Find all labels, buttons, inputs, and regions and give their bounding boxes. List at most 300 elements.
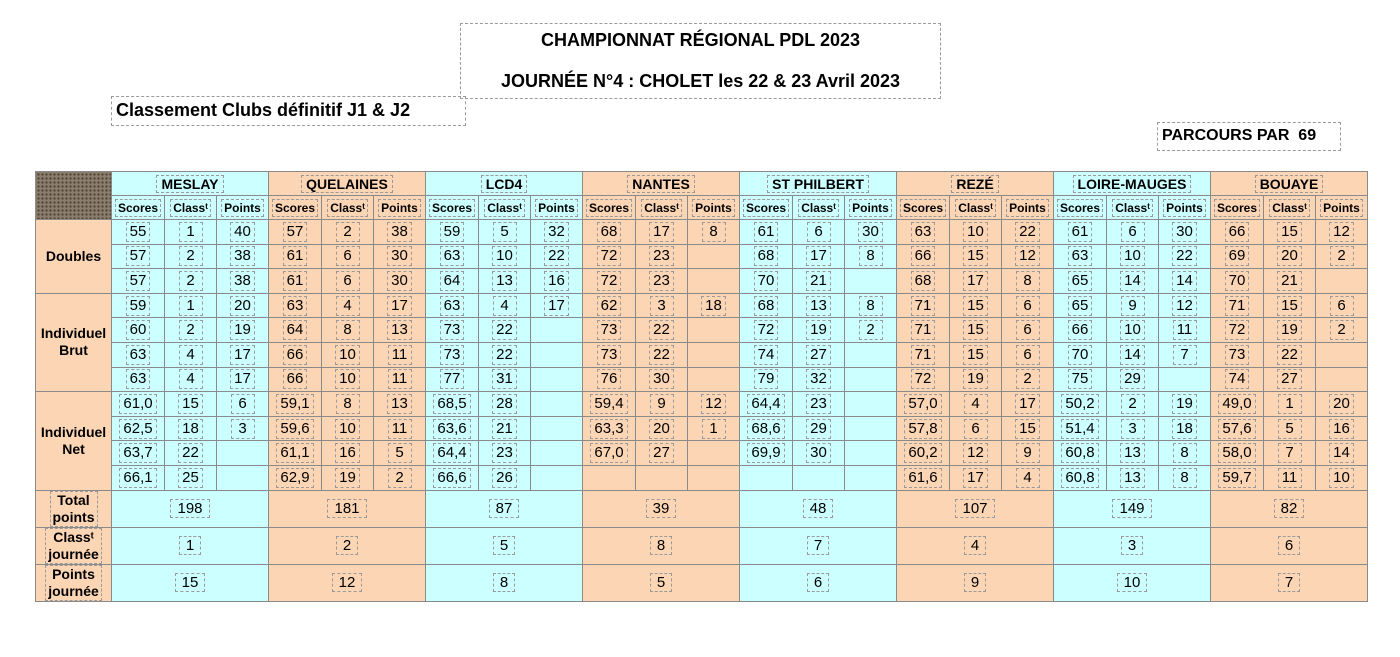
cell-value: 22 [492,320,517,340]
table-row [36,318,1368,343]
club-name: QUELAINES [301,175,393,193]
cell-value: 20 [1277,246,1302,266]
data-cell [688,416,740,441]
column-header [897,196,950,220]
cell-value: 11 [388,419,412,439]
column-header-label: Points [535,199,578,217]
cell-value: 40 [230,222,255,242]
cell-value: 17 [806,246,831,266]
cell-value: 2 [1121,394,1145,414]
data-cell [217,367,269,392]
column-header [374,196,426,220]
cell-value: 30 [649,369,674,389]
cell-value: 29 [1120,369,1145,389]
data-cell [1264,342,1316,367]
data-cell [688,392,740,417]
section-label-line: Individuel [40,423,107,440]
cell-value: 21 [492,419,517,439]
data-cell [950,220,1002,245]
cell-value: 70 [1225,271,1250,291]
footer-row [36,564,1368,601]
cell-value: 66 [911,246,936,266]
cell-value: 59,6 [276,419,313,439]
data-cell [583,441,636,466]
points-journee-value: 15 [175,573,206,592]
data-cell [165,416,217,441]
data-cell [1107,416,1159,441]
data-cell [165,220,217,245]
cell-value: 23 [649,246,674,266]
data-cell [269,244,322,269]
cell-value: 30 [858,222,883,242]
data-cell [1054,367,1107,392]
cell-value: 59,7 [1218,468,1255,488]
cell-value: 71 [1225,296,1250,316]
column-header-label: Classᵗ [327,199,368,217]
column-header [1211,196,1264,220]
data-cell [636,416,688,441]
column-header-label: Points [692,199,735,217]
data-cell [217,342,269,367]
total-points-cell [269,490,426,527]
footer-label-line: Points [52,565,95,582]
data-cell [740,465,793,490]
data-cell [112,441,165,466]
data-cell [845,416,897,441]
data-cell [793,318,845,343]
cell-value: 55 [126,222,151,242]
data-cell [426,318,479,343]
data-cell [583,220,636,245]
data-cell [269,416,322,441]
column-header [217,196,269,220]
club-header [740,172,897,196]
data-cell [636,367,688,392]
points-journee-cell [426,564,583,601]
data-cell [531,441,583,466]
cell-value: 8 [336,320,360,340]
data-cell [583,342,636,367]
data-cell [636,269,688,294]
cell-value: 22 [649,320,674,340]
cell-value: 15 [963,320,988,340]
cell-value: 22 [544,246,569,266]
cell-value: 2 [1330,320,1354,340]
class-journee-cell [1211,527,1368,564]
cell-value: 64,4 [433,443,470,463]
cell-value: 75 [1068,369,1093,389]
data-cell [1264,367,1316,392]
cell-value: 57 [126,271,151,291]
cell-value: 61 [283,271,308,291]
data-cell [636,465,688,490]
data-cell [426,392,479,417]
data-cell [688,367,740,392]
cell-value: 17 [230,345,255,365]
cell-value: 73 [440,320,465,340]
column-header-label: Scores [429,199,475,217]
cell-value: 12 [1172,296,1197,316]
cell-value: 6 [1330,296,1354,316]
data-cell [1002,318,1054,343]
title-box [460,23,941,99]
data-cell [374,269,426,294]
footer-label-box [50,491,98,527]
data-cell [1002,392,1054,417]
cell-value: 6 [1016,296,1040,316]
cell-value: 23 [492,443,517,463]
data-cell [636,318,688,343]
club-header [1211,172,1368,196]
data-cell [1264,269,1316,294]
cell-value: 13 [1120,443,1145,463]
data-cell [112,392,165,417]
cell-value: 57 [283,222,308,242]
total-points-value: 107 [955,499,994,518]
cell-value: 64,4 [747,394,784,414]
data-cell [426,342,479,367]
data-cell [426,244,479,269]
data-cell [740,269,793,294]
cell-value: 6 [231,394,255,414]
cell-value: 10 [1120,320,1145,340]
cell-value: 30 [806,443,831,463]
data-cell [950,367,1002,392]
data-cell [636,220,688,245]
data-cell [583,367,636,392]
cell-value: 19 [1277,320,1302,340]
data-cell [374,465,426,490]
data-cell [1107,441,1159,466]
table-row [36,392,1368,417]
class-journee-value: 7 [807,536,829,555]
points-journee-cell [269,564,426,601]
cell-value: 17 [649,222,674,242]
club-name: BOUAYE [1255,175,1324,193]
column-header-label: Points [849,199,892,217]
cell-value: 72 [911,369,936,389]
cell-value: 8 [1016,271,1040,291]
data-cell [112,318,165,343]
cell-value: 4 [964,394,988,414]
data-cell [479,392,531,417]
cell-value: 8 [1173,468,1197,488]
data-cell [1002,441,1054,466]
club-name: LOIRE-MAUGES [1073,175,1192,193]
data-cell [897,441,950,466]
data-cell [740,318,793,343]
data-cell [112,269,165,294]
total-points-cell [897,490,1054,527]
class-journee-cell [269,527,426,564]
column-header [1002,196,1054,220]
data-cell [1002,269,1054,294]
column-header [322,196,374,220]
cell-value: 68,6 [747,419,784,439]
column-header [688,196,740,220]
cell-value: 10 [335,345,360,365]
data-cell [374,416,426,441]
class-journee-value: 6 [1278,536,1300,555]
points-journee-cell [1211,564,1368,601]
cell-value: 38 [387,222,412,242]
data-cell [1054,244,1107,269]
data-cell [950,269,1002,294]
data-cell [322,269,374,294]
column-header-label: Points [378,199,421,217]
data-cell [1211,269,1264,294]
data-cell [165,318,217,343]
cell-value: 4 [179,369,203,389]
data-cell [583,416,636,441]
cell-value: 17 [230,369,255,389]
data-cell [531,269,583,294]
data-cell [1002,293,1054,318]
data-cell [479,342,531,367]
cell-value: 10 [335,369,360,389]
cell-value: 13 [1120,468,1145,488]
cell-value: 70 [754,271,779,291]
column-header-label: Classᵗ [1269,199,1310,217]
cell-value: 2 [859,320,883,340]
data-cell [897,244,950,269]
cell-value: 60,8 [1061,468,1098,488]
data-cell [531,465,583,490]
data-cell [1316,465,1368,490]
class-journee-cell [583,527,740,564]
cell-value: 20 [230,296,255,316]
data-cell [950,342,1002,367]
data-cell [845,220,897,245]
column-header [740,196,793,220]
data-cell [950,441,1002,466]
data-cell [897,318,950,343]
data-cell [165,244,217,269]
data-cell [1159,392,1211,417]
cell-value: 5 [1278,419,1302,439]
data-cell [1107,465,1159,490]
data-cell [793,269,845,294]
class-journee-value: 2 [336,536,358,555]
cell-value: 68 [911,271,936,291]
data-cell [374,220,426,245]
data-cell [374,392,426,417]
data-cell [1002,342,1054,367]
total-points-cell [583,490,740,527]
cell-value: 15 [1015,419,1040,439]
cell-value: 38 [230,246,255,266]
page-title: CHAMPIONNAT RÉGIONAL PDL 2023 [540,30,861,50]
data-cell [688,465,740,490]
data-cell [793,220,845,245]
data-cell [897,367,950,392]
data-cell [950,416,1002,441]
column-header-label: Scores [900,199,946,217]
data-cell [897,220,950,245]
cell-value: 17 [963,468,988,488]
data-cell [688,269,740,294]
cell-value: 2 [1016,369,1040,389]
cell-value: 6 [964,419,988,439]
data-cell [426,441,479,466]
cell-value: 60,2 [904,443,941,463]
club-header [1054,172,1211,196]
data-cell [688,244,740,269]
cell-value: 60 [126,320,151,340]
cell-value: 9 [1121,296,1145,316]
data-cell [1316,244,1368,269]
data-cell [1002,220,1054,245]
column-header [636,196,688,220]
data-cell [1264,465,1316,490]
cell-value: 1 [179,296,203,316]
cell-value: 77 [440,369,465,389]
cell-value: 10 [492,246,517,266]
data-cell [269,318,322,343]
data-cell [1054,269,1107,294]
cell-value: 15 [1277,296,1302,316]
club-name: MESLAY [156,175,223,193]
data-cell [793,416,845,441]
column-header-label: Points [221,199,264,217]
section-label-line: Net [62,440,85,457]
table-row [36,441,1368,466]
cell-value: 21 [1277,271,1302,291]
data-cell [740,392,793,417]
data-cell [374,367,426,392]
data-cell [479,465,531,490]
data-cell [374,441,426,466]
cell-value: 68 [754,296,779,316]
class-journee-value: 4 [964,536,986,555]
data-cell [269,441,322,466]
total-points-cell [740,490,897,527]
section-label [36,220,112,294]
total-points-cell [1054,490,1211,527]
cell-value: 64 [440,271,465,291]
column-header-label: Classᵗ [170,199,211,217]
column-header [269,196,322,220]
cell-value: 26 [492,468,517,488]
points-journee-value: 8 [493,573,515,592]
data-cell [322,244,374,269]
footer-label-line: Total [57,491,90,508]
column-header [1159,196,1211,220]
data-cell [1211,441,1264,466]
total-points-value: 48 [803,499,834,518]
footer-row [36,490,1368,527]
data-cell [269,293,322,318]
cell-value: 16 [544,271,569,291]
class-journee-cell [426,527,583,564]
column-header [950,196,1002,220]
cell-value: 66 [1225,222,1250,242]
cell-value: 7 [1173,345,1197,365]
club-name: NANTES [627,175,695,193]
cell-value: 61 [1068,222,1093,242]
data-cell [479,293,531,318]
section-label-line: Doubles [45,247,102,264]
data-cell [897,342,950,367]
cell-value: 66 [1068,320,1093,340]
cell-value: 66,1 [119,468,156,488]
cell-value: 29 [806,419,831,439]
footer-label-line: Classᵗ [53,528,94,545]
data-cell [1264,318,1316,343]
class-journee-cell [112,527,269,564]
club-header [897,172,1054,196]
cell-value: 61 [754,222,779,242]
data-cell [1264,392,1316,417]
club-name: ST PHILBERT [767,175,869,193]
data-cell [1054,416,1107,441]
data-cell [845,367,897,392]
cell-value: 12 [963,443,988,463]
cell-value: 19 [806,320,831,340]
cell-value: 14 [1329,443,1354,463]
cell-value: 68 [754,246,779,266]
points-journee-value: 9 [964,573,986,592]
data-cell [1159,342,1211,367]
data-cell [1107,269,1159,294]
cell-value: 59 [440,222,465,242]
column-header [1054,196,1107,220]
column-header-label: Points [1163,199,1206,217]
cell-value: 59 [126,296,151,316]
cell-value: 14 [1120,345,1145,365]
data-cell [1316,392,1368,417]
column-header-label: Scores [1057,199,1103,217]
footer-row [36,527,1368,564]
table-row [36,342,1368,367]
cell-value: 72 [754,320,779,340]
cell-value: 17 [544,296,569,316]
table-row [36,367,1368,392]
data-cell [583,269,636,294]
data-cell [1002,367,1054,392]
cell-value: 12 [701,394,726,414]
total-points-value: 82 [1274,499,1305,518]
cell-value: 13 [387,320,412,340]
cell-value: 61 [283,246,308,266]
cell-value: 68 [597,222,622,242]
class-journee-cell [1054,527,1211,564]
cell-value: 16 [1329,419,1354,439]
data-cell [688,441,740,466]
data-cell [740,244,793,269]
data-cell [1211,318,1264,343]
cell-value: 57,8 [904,419,941,439]
column-header [1107,196,1159,220]
data-cell [1211,293,1264,318]
data-cell [897,416,950,441]
data-cell [1159,416,1211,441]
data-cell [426,269,479,294]
data-cell [897,465,950,490]
data-cell [740,342,793,367]
cell-value: 63 [126,345,151,365]
data-cell [531,220,583,245]
cell-value: 74 [754,345,779,365]
cell-value: 2 [179,271,203,291]
data-cell [479,367,531,392]
data-cell [1316,342,1368,367]
data-cell [217,416,269,441]
cell-value: 8 [1173,443,1197,463]
cell-value: 14 [1120,271,1145,291]
column-header-label: Points [1320,199,1363,217]
data-cell [1107,367,1159,392]
